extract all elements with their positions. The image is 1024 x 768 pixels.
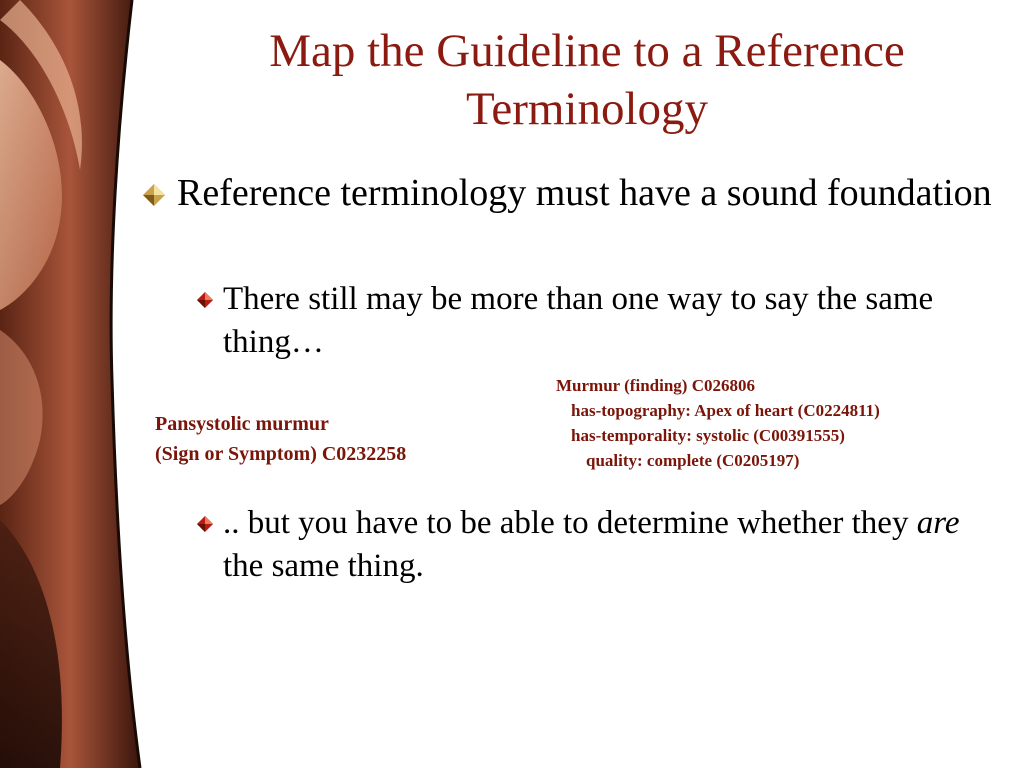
diamond-bullet-icon <box>142 183 166 207</box>
bullet-level2-second-post: the same thing. <box>223 548 424 584</box>
bullet-level2-first <box>196 278 1006 364</box>
bullet-level2-second-text <box>223 502 1006 588</box>
left-concept-box <box>155 409 515 469</box>
slide-title-line2: Terminology <box>465 83 709 135</box>
small-diamond-bullet-icon <box>196 291 214 309</box>
small-diamond-bullet-icon <box>196 515 214 533</box>
bullet-level1 <box>142 170 1002 217</box>
right-concept-line2: has-topography: Apex of heart (C0224811) <box>571 401 880 420</box>
bullet-level1-text: Reference terminology must have a sound foundation <box>177 172 992 214</box>
right-concept-line1: Murmur (finding) C026806 <box>556 376 755 395</box>
left-concept-line1: Pansystolic murmur <box>155 413 329 435</box>
bullet-level2-second-emphasis: are <box>916 505 960 541</box>
bullet-level2-first-text: There still may be more than one way to say the same thing… <box>223 281 934 360</box>
right-concept-box <box>556 373 996 473</box>
bullet-level2-second-pre: .. but you have to be able to determine whether they <box>223 505 917 541</box>
right-concept-line4: quality: complete (C0205197) <box>586 451 800 470</box>
slide-title-line1: Map the Guideline to a Reference <box>269 25 905 77</box>
left-concept-line2: (Sign or Symptom) C0232258 <box>155 443 407 465</box>
canyon-background-image <box>0 0 150 768</box>
slide-title <box>150 22 1024 138</box>
right-concept-line3: has-temporality: systolic (C00391555) <box>571 426 845 445</box>
bullet-level2-second <box>196 502 1006 588</box>
